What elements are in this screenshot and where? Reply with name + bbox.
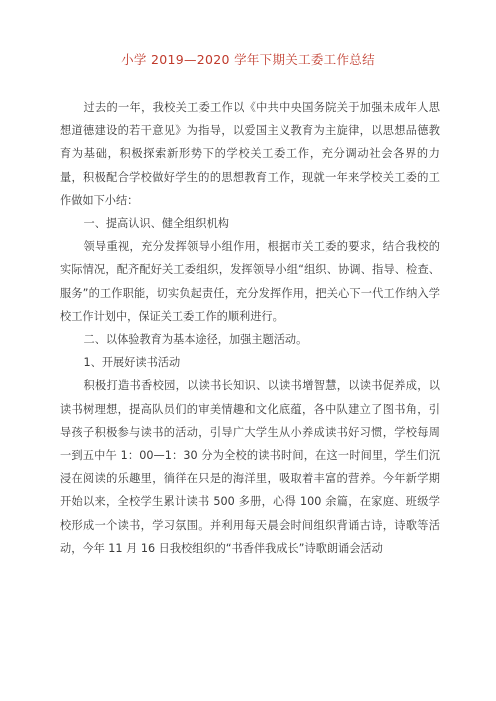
section-paragraph-1: 领导重视，充分发挥领导小组作用，根据市关工委的要求，结合我校的实际情况，配齐配好关工委组织，发挥领导小组“组织、协调、指导、检查、服务”的工作职能，切实负起责任，充分发挥作用，把关心下一代工作纳入学校工作计划中，保证关工委工作的顺利进行。 (60, 240, 440, 323)
document-title: 小学 2019—2020 学年下期关工委工作总结 (121, 52, 375, 67)
intro-paragraph: 过去的一年，我校关工委工作以《中共中央国务院关于加强未成年人思想道德建设的若干意见》为指导，以爱国主义教育为主旋律，以思想品德教育为基础，积极探索新形势下的学校关工委工作，充分调动社会各界的力量，积极配合学校做好学生的的思想教育工作，现就一年来学校关工委的工作做如下小结： (60, 101, 440, 207)
document-body (60, 96, 440, 560)
section-heading-2: 二、以体验教育为基本途径，加强主题活动。 (83, 333, 308, 347)
subsection-heading-1: 1、开展好读书活动 (83, 356, 181, 370)
section-heading-1: 一、提高认识、健全组织机构 (83, 217, 229, 231)
subsection-paragraph-1: 积极打造书香校园，以读书长知识、以读书增智慧，以读书促养成，以读书树理想，提高队员们的审美情趣和文化底蕴，各中队建立了图书角，引导孩子积极参与读书的活动，引导广大学生从小养成读书好习惯，学校每周一到五中午 1：00—1：30 分为全校的读书时间，在这一时间里，学生们沉浸在阅读的乐趣里，徜徉在只是的海洋里，吸取着丰富的营养。今年新学期开始以来，全校学生累计读书 500 多册，心得 100 余篇，在家庭、班级学校形成一个读书，学习氛围。并利用每天晨会时间组织背诵古诗，诗歌等活动，今年 11 月 16 日我校组织的“书香伴我成长”诗歌朗诵会活动 (60, 379, 440, 555)
